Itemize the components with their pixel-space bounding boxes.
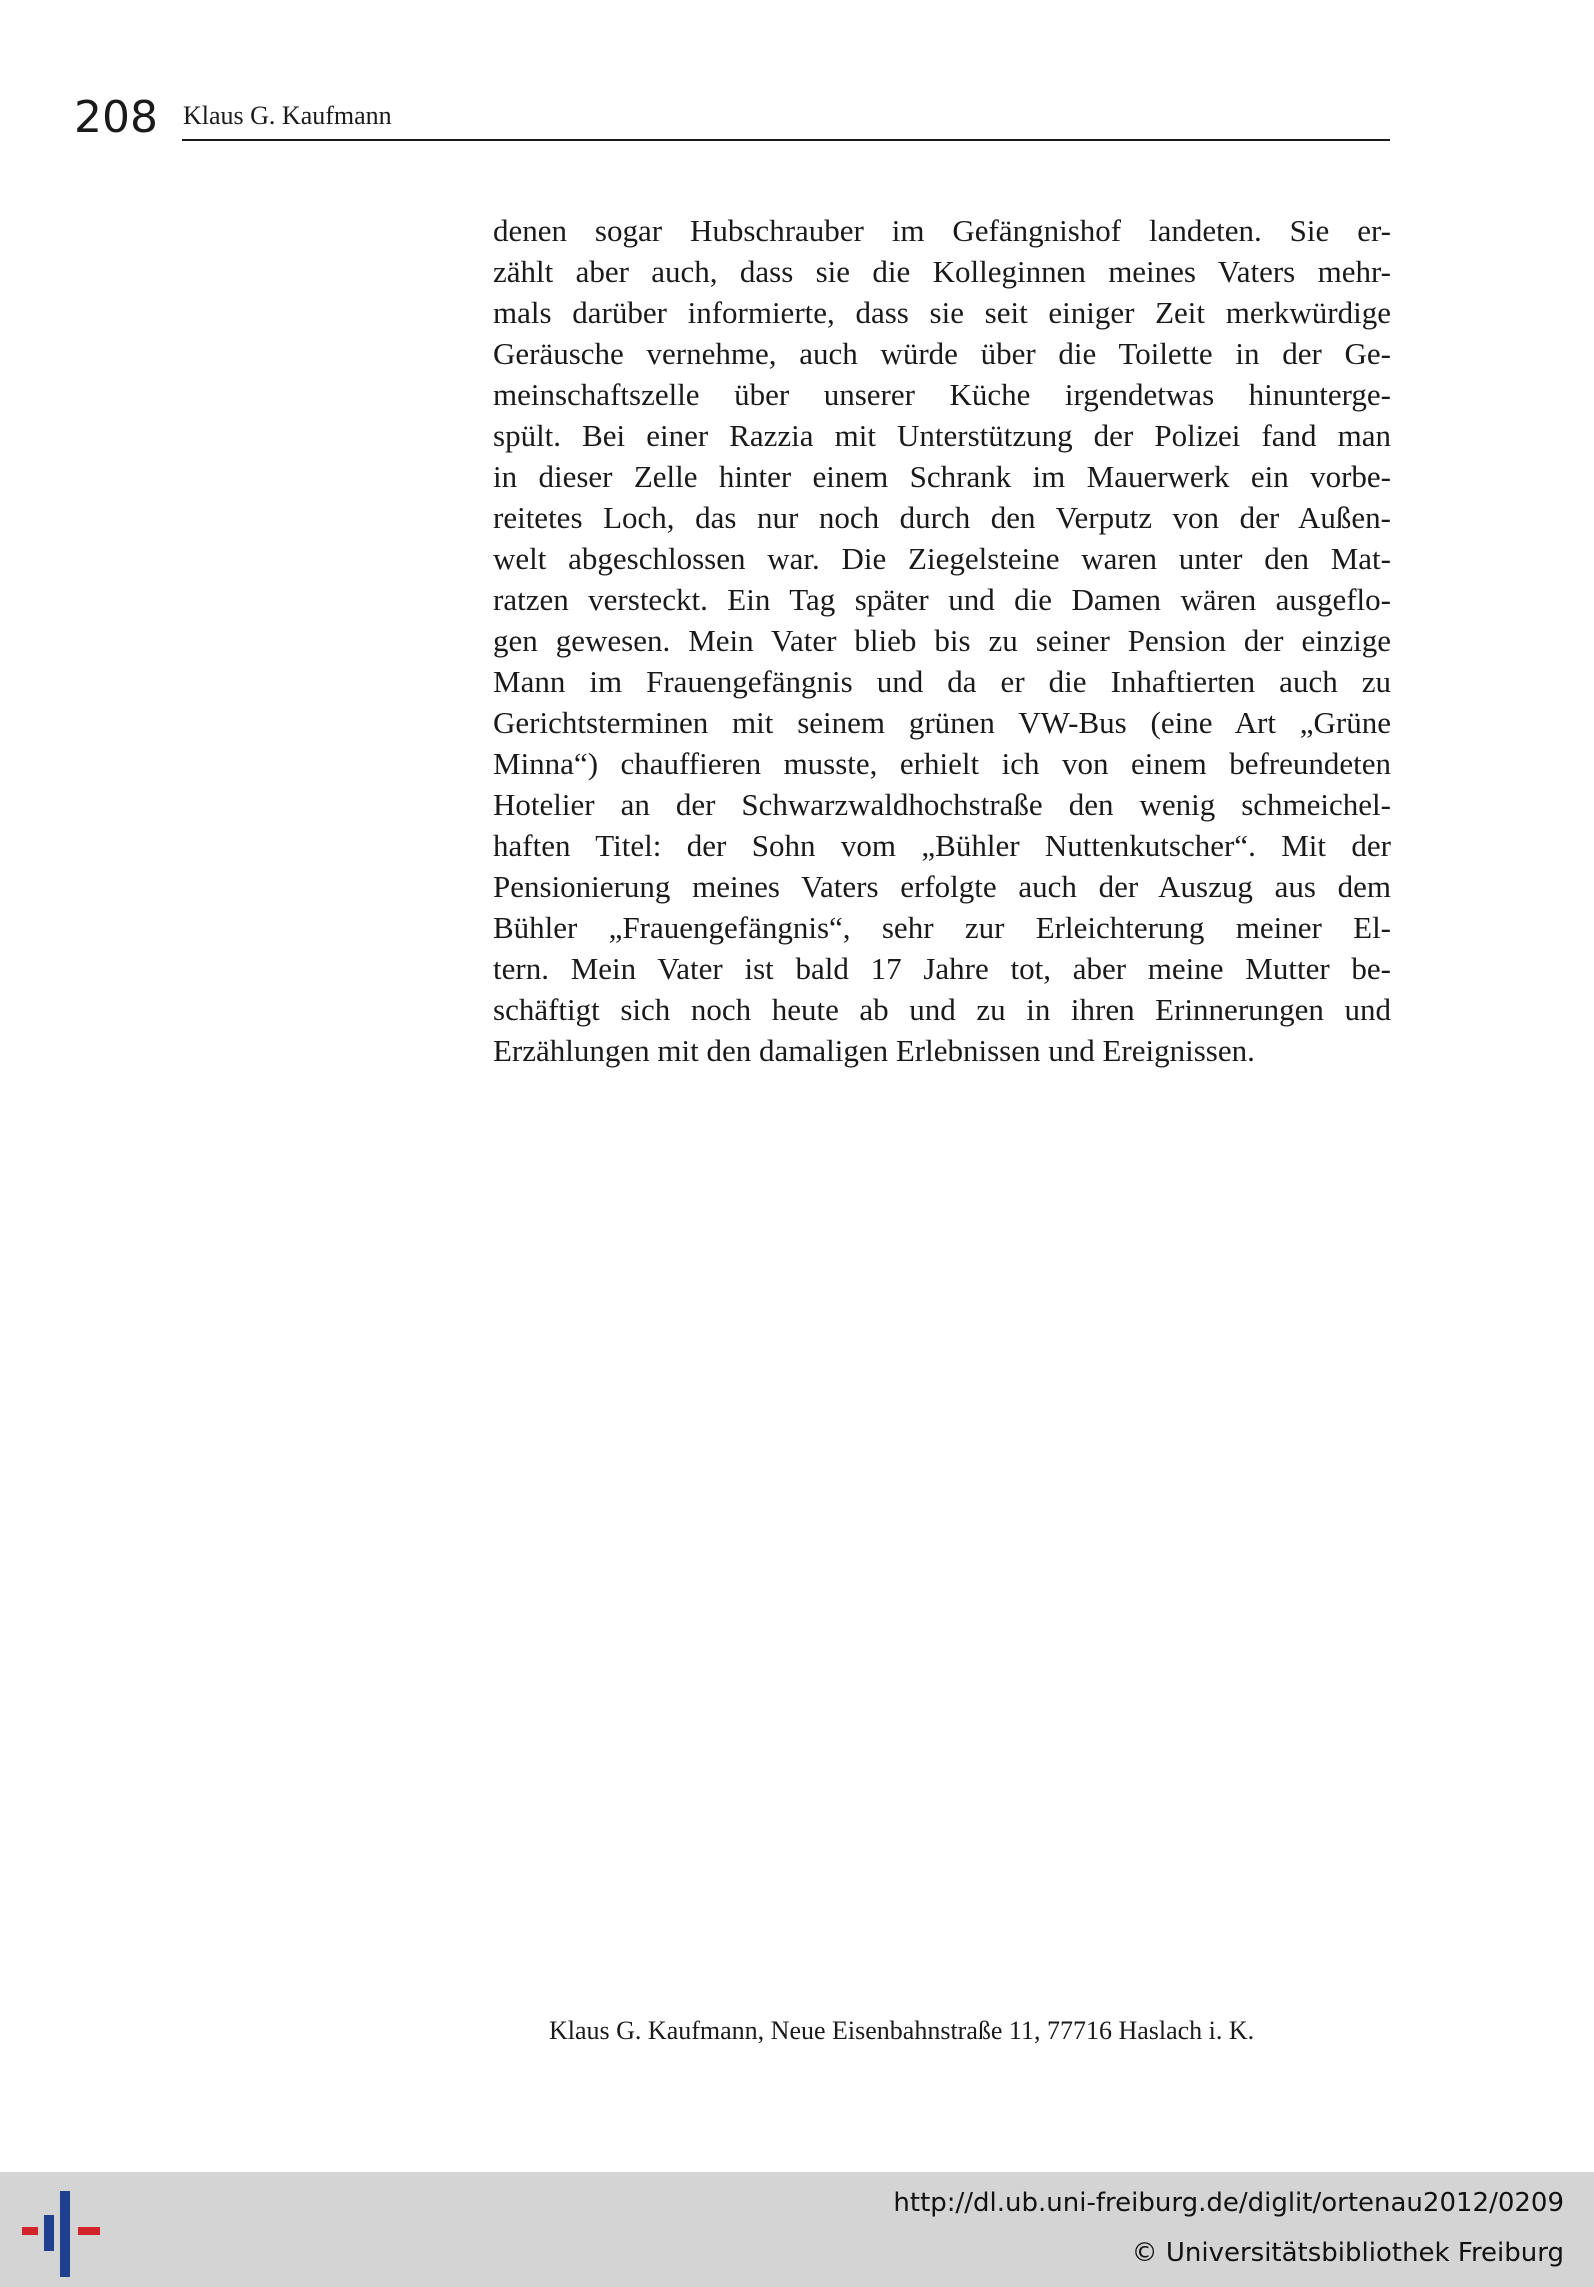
logo-bar-red-left — [22, 2227, 38, 2235]
body-line: spült. Bei einer Razzia mit Unterstützung der Polizei fand man — [493, 418, 1391, 453]
body-line: reitetes Loch, das nur noch durch den Verputz von der Außen- — [493, 500, 1391, 535]
page-number: 208 — [74, 92, 158, 143]
body-line: haften Titel: der Sohn vom „Bühler Nuttenkutscher“. Mit der — [493, 828, 1391, 863]
body-line: mals darüber informierte, dass sie seit einiger Zeit merkwürdige — [493, 295, 1391, 330]
body-line: gen gewesen. Mein Vater blieb bis zu seiner Pension der einzige — [493, 623, 1391, 658]
ub-freiburg-logo-icon — [20, 2189, 102, 2279]
body-line: Gerichtsterminen mit seinem grünen VW-Bus (eine Art „Grüne — [493, 705, 1391, 740]
logo-bar-blue-mid — [44, 2215, 54, 2251]
body-line: Bühler „Frauengefängnis“, sehr zur Erleichterung meiner El- — [493, 910, 1391, 945]
footer-copyright: © Universitätsbibliothek Freiburg — [1131, 2238, 1564, 2268]
body-line: tern. Mein Vater ist bald 17 Jahre tot, aber meine Mutter be- — [493, 951, 1391, 986]
body-line: meinschaftszelle über unserer Küche irgendetwas hinunterge- — [493, 377, 1391, 412]
body-text — [493, 210, 1391, 1071]
author-address: Klaus G. Kaufmann, Neue Eisenbahnstraße 11, 77716 Haslach i. K. — [549, 2016, 1255, 2045]
logo-bar-blue-tall — [60, 2191, 70, 2277]
body-line: Erzählungen mit den damaligen Erlebnissen und Ereignissen. — [493, 1033, 1255, 1068]
body-line: Pensionierung meines Vaters erfolgte auch der Auszug aus dem — [493, 869, 1391, 904]
body-line: Geräusche vernehme, auch würde über die Toilette in der Ge- — [493, 336, 1391, 371]
body-line: Hotelier an der Schwarzwaldhochstraße den wenig schmeichel- — [493, 787, 1391, 822]
body-line: ratzen versteckt. Ein Tag später und die Damen wären ausgeflo- — [493, 582, 1391, 617]
body-line: Mann im Frauengefängnis und da er die Inhaftierten auch zu — [493, 664, 1391, 699]
body-line: zählt aber auch, dass sie die Kolleginnen meines Vaters mehr- — [493, 254, 1391, 289]
body-line: in dieser Zelle hinter einem Schrank im Mauerwerk ein vorbe- — [493, 459, 1391, 494]
footer-url-link[interactable]: http://dl.ub.uni-freiburg.de/diglit/ortenau2012/0209 — [893, 2188, 1564, 2218]
body-line: welt abgeschlossen war. Die Ziegelsteine waren unter den Mat- — [493, 541, 1391, 576]
running-head: Klaus G. Kaufmann — [183, 101, 392, 130]
body-line: Minna“) chauffieren musste, erhielt ich von einem befreundeten — [493, 746, 1391, 781]
body-line: denen sogar Hubschrauber im Gefängnishof landeten. Sie er- — [493, 213, 1391, 248]
logo-bar-red-right — [78, 2227, 100, 2235]
header-rule — [182, 139, 1390, 141]
body-line: schäftigt sich noch heute ab und zu in ihren Erinnerungen und — [493, 992, 1391, 1027]
